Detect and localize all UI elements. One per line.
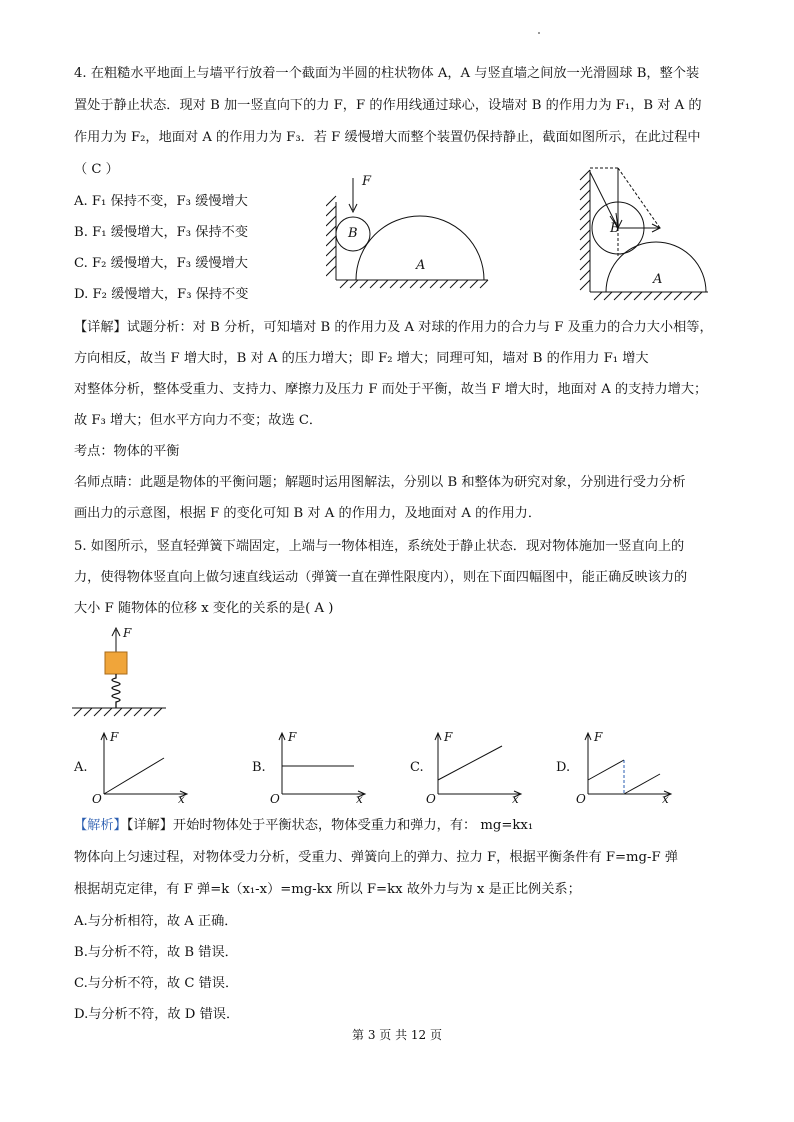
q5-line-1: 5. 如图所示，竖直轻弹簧下端固定，上端与一物体相连，系统处于静止状态．现对物体施加一竖直向上的 (74, 539, 685, 554)
graph-a-o: O (92, 792, 102, 806)
spring-label-f: F (123, 626, 132, 640)
q4-figure-2 (576, 166, 712, 302)
q5-answer-a: A.与分析相符，故 A 正确． (74, 914, 238, 929)
q4-detail-line-1: 【详解】试题分析：对 B 分析，可知墙对 B 的作用力及 A 对球的作用力的合力与 F 及重力的合力大小相等， (74, 320, 713, 335)
fig1-label-f: F (362, 174, 372, 189)
q4-detail-line-2: 方向相反，故当 F 增大时，B 对 A 的压力增大；即 F₂ 增大；同理可知，墙对 B 的作用力 F₁ 增大 (74, 351, 649, 366)
graph-b-x: x (356, 792, 363, 806)
graph-c-label: C. (410, 760, 424, 775)
graph-c-y: F (444, 730, 453, 744)
q5-sol-line-3: 根据胡克定律，有 F 弹=k（x₁-x）=mg-kx 所以 F=kx 故外力与为 x 是正比例关系； (74, 882, 581, 897)
q5-spring-figure (70, 624, 170, 720)
graph-d-o: O (576, 792, 586, 806)
graph-b-label: B. (252, 760, 266, 775)
q5-jiexi-tag: 【解析】 (74, 818, 127, 833)
q5-answer-c: C.与分析不符，故 C 错误． (74, 976, 239, 991)
q5-sol-line-2: 物体向上匀速过程，对物体受力分析，受重力、弹簧向上的弹力、拉力 F，根据平衡条件有 F=mg-F 弹 (74, 850, 678, 865)
fig2-label-b: B (610, 221, 620, 236)
graph-a-y: F (110, 730, 119, 744)
q5-line-2: 力，使得物体竖直向上做匀速直线运动（弹簧一直在弹性限度内），则在下面四幅图中，能正确反映该力的 (74, 570, 688, 585)
graph-d-label: D. (556, 760, 571, 775)
q4-dianjing-1: 名师点睛：此题是物体的平衡问题；解题时运用图解法，分别以 B 和整体为研究对象，分别进行受力分析 (74, 475, 686, 490)
q5-sol-line-1: 【解析】【详解】开始时物体处于平衡状态，物体受重力和弹力，有： mg=kx₁ (74, 818, 534, 833)
fig1-label-b: B (348, 226, 358, 241)
q5-detail-tag: 【详解】 (126, 818, 173, 833)
q4-option-c: C. F₂ 缓慢增大，F₃ 缓慢增大 (74, 256, 248, 271)
q4-line-1: 4. 在粗糙水平地面上与墙平行放着一个截面为半圆的柱状物体 A，A 与竖直墙之间放一光滑圆球 B，整个装 (74, 66, 700, 81)
q4-detail-tag: 【详解】 (74, 320, 127, 335)
q4-kaodian: 考点：物体的平衡 (74, 444, 180, 459)
q4-detail-line-3: 对整体分析，整体受重力、支持力、摩擦力及压力 F 而处于平衡，故当 F 增大时，地面对 A 的支持力增大； (74, 382, 708, 397)
q5-answer-b: B.与分析不符，故 B 错误． (74, 945, 238, 960)
scan-dot (538, 32, 540, 34)
page-footer: 第 3 页 共 12 页 (352, 1028, 442, 1042)
graph-d-x: x (662, 792, 669, 806)
graph-c-o: O (426, 792, 436, 806)
q4-option-d: D. F₂ 缓慢增大，F₃ 保持不变 (74, 287, 249, 302)
q4-detail-line-4: 故 F₃ 增大；但水平方向力不变；故选 C． (74, 413, 323, 428)
q5-answer-d: D.与分析不符，故 D 错误． (74, 1007, 240, 1022)
graph-b-y: F (288, 730, 297, 744)
graph-d-y: F (594, 730, 603, 744)
fig1-label-a: A (416, 258, 426, 273)
graph-c-x: x (512, 792, 519, 806)
q5-line-3: 大小 F 随物体的位移 x 变化的关系的是( A ) (74, 601, 334, 616)
q4-option-b: B. F₁ 缓慢增大，F₃ 保持不变 (74, 225, 249, 240)
q4-line-3: 作用力为 F₂，地面对 A 的作用力为 F₃．若 F 缓慢增大而整个装置仍保持静止，截面如图所示，在此过程中 (74, 130, 701, 145)
q4-answer-bracket: （ C ） (74, 162, 119, 177)
graph-a-label: A. (74, 760, 88, 775)
graph-b-o: O (270, 792, 280, 806)
graph-a-x: x (178, 792, 185, 806)
fig2-label-a: A (653, 272, 663, 287)
q4-line-2: 置处于静止状态．现对 B 加一竖直向下的力 F，F 的作用线通过球心，设墙对 B 的作用力为 F₁，B 对 A 的 (74, 98, 702, 113)
q4-dianjing-2: 画出力的示意图，根据 F 的变化可知 B 对 A 的作用力，及地面对 A 的作用力． (74, 506, 542, 521)
q4-option-a: A. F₁ 保持不变，F₃ 缓慢增大 (74, 194, 248, 209)
